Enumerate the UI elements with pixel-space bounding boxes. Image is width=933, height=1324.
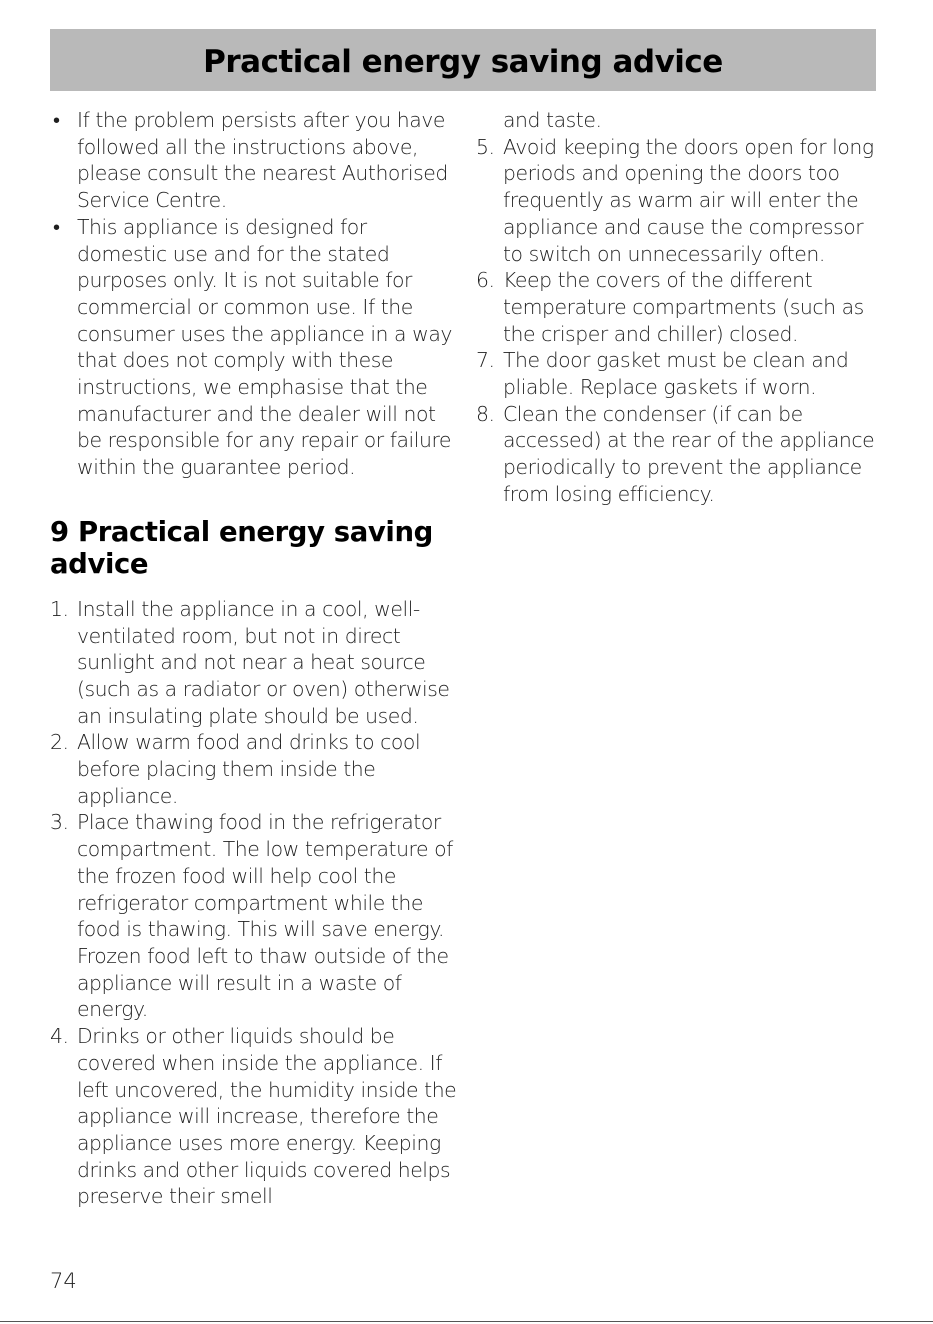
item-text: The door gasket must be clean and pliable. Replace gaskets if worn. — [503, 348, 849, 400]
bottom-rule — [0, 1321, 933, 1322]
left-column — [50, 107, 458, 1210]
item-text: Keep the covers of the different temperature compartments (such as the crisper and chiller) closed. — [503, 268, 864, 346]
advice-item — [476, 347, 886, 400]
item-number: 3. — [50, 810, 69, 835]
item-text: and taste. — [503, 108, 602, 132]
header-banner — [50, 29, 876, 91]
section-number: 9 — [50, 515, 69, 548]
bullet-item — [50, 107, 458, 214]
advice-item — [50, 596, 458, 730]
advice-item — [50, 729, 458, 809]
section-heading — [50, 516, 458, 580]
item-number: 5. — [476, 134, 495, 159]
item-number: 4. — [50, 1024, 69, 1049]
item-number: 1. — [50, 596, 69, 621]
bullet-item — [50, 214, 458, 481]
item-text: Clean the condenser (if can be accessed) at the rear of the appliance periodically to prevent the appliance from losing efficiency. — [503, 401, 875, 506]
item-number: 2. — [50, 730, 69, 755]
bullet-text: If the problem persists after you have followed all the instructions above, please consult the nearest Authorised Service Centre. — [77, 108, 448, 213]
advice-item — [476, 134, 886, 268]
bullet-marker: • — [53, 108, 60, 132]
item-text: Place thawing food in the refrigerator compartment. The low temperature of the frozen food will help cool the refrigerator compartment while the food is thawing. This will save energy. Frozen food left to thaw outside of the appliance will result in a waste of energy. — [77, 810, 453, 1022]
bullet-text: This appliance is designed for domestic use and for the stated purposes only. It is not suitable for commercial or common use. If the consumer uses the appliance in a way that does not comply with these instructions, we emphasise that the manufacturer and the dealer will not be responsible for any repair or failure within the guarantee period. — [77, 214, 453, 480]
advice-item — [50, 809, 458, 1023]
advice-item — [476, 267, 886, 347]
item-text: Install the appliance in a cool, well-ventilated room, but not in direct sunlight and not near a heat source (such as a radiator or oven) otherwise an insulating plate should be used. — [77, 596, 450, 728]
item-text: Allow warm food and drinks to cool before placing them inside the appliance. — [77, 730, 421, 808]
page-number: 74 — [50, 1269, 77, 1293]
bullet-marker: • — [53, 214, 60, 239]
advice-item — [50, 1023, 458, 1210]
advice-item — [476, 401, 886, 508]
item-number: 8. — [476, 401, 495, 426]
item-continuation — [476, 107, 886, 134]
right-column — [476, 107, 886, 508]
item-text: Avoid keeping the doors open for long periods and opening the doors too frequently as warm air will enter the appliance and cause the compressor to switch on unnecessarily often. — [503, 134, 874, 266]
item-number: 6. — [476, 268, 495, 293]
item-text: Drinks or other liquids should be covered when inside the appliance. If left uncovered, the humidity inside the appliance will increase, therefore the appliance uses more energy. Keeping drinks and other liquids covered helps preserve their smell — [77, 1024, 457, 1209]
item-number: 7. — [476, 348, 495, 373]
page-title: Practical energy saving advice — [203, 44, 723, 80]
section-title: Practical energy saving advice — [50, 515, 433, 580]
